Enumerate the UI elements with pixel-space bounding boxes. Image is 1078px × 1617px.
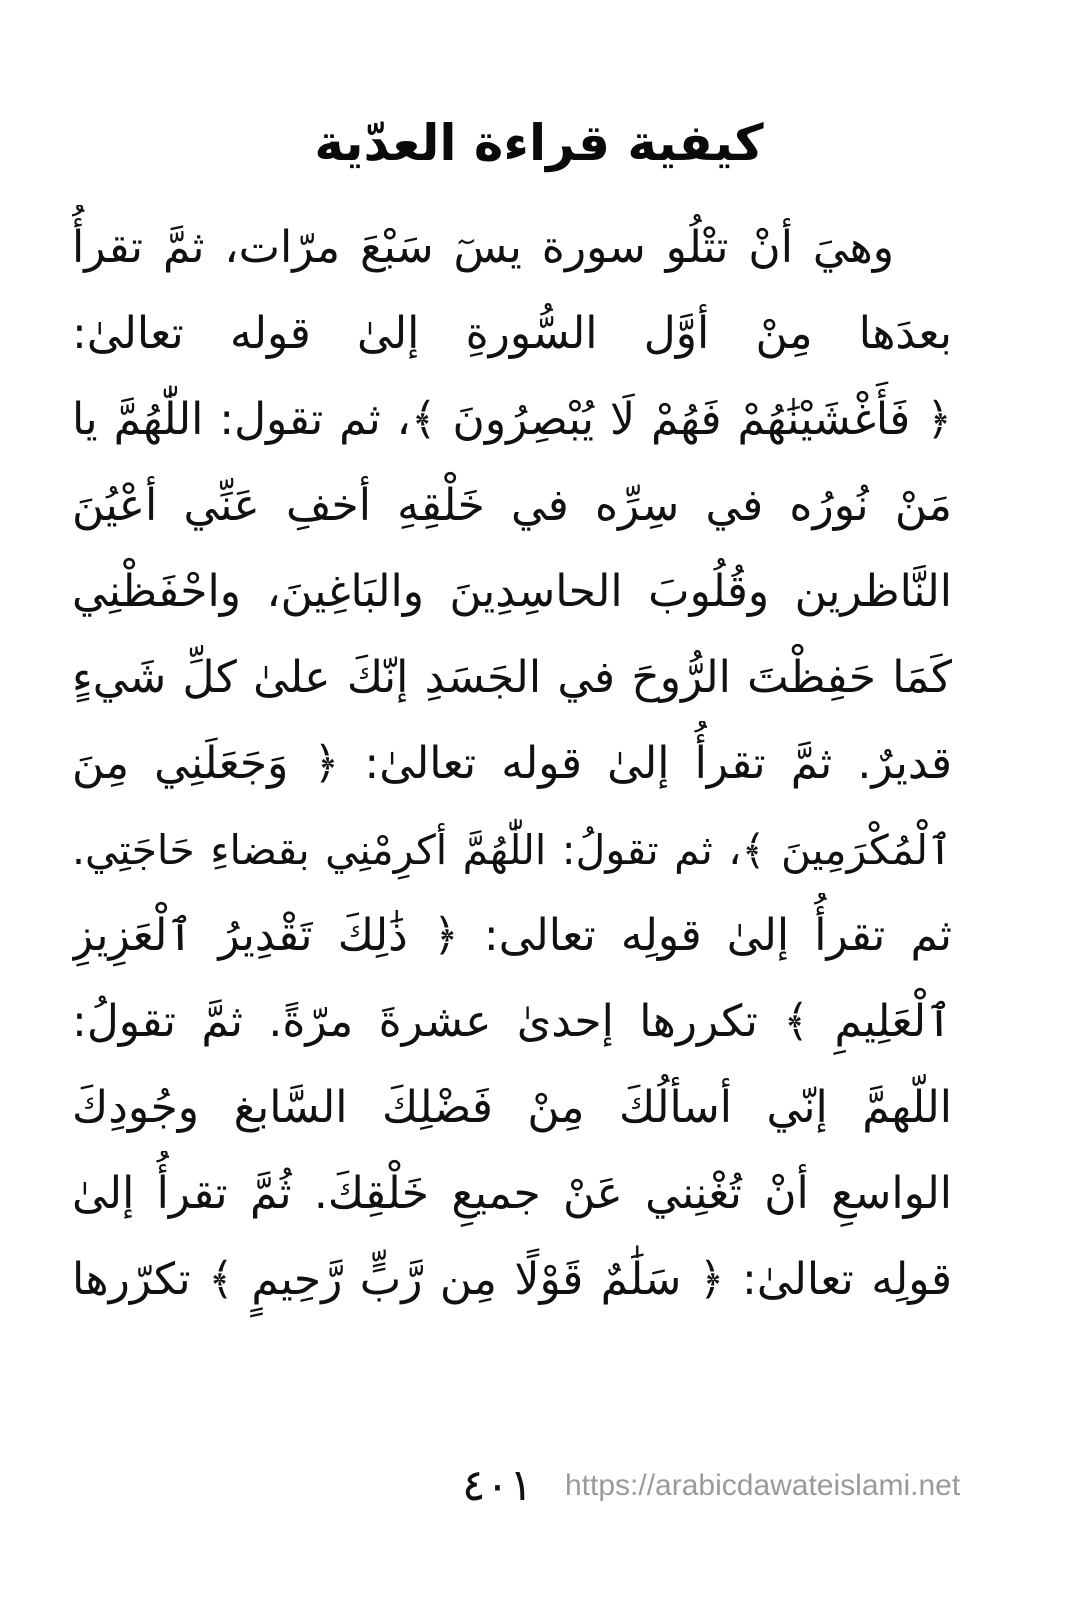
text-line: ٱلْمُكْرَمِينَ ﴾، ثم تقولُ: اللّٰهُمَّ أكرِمْنِي بقضاءِ حَاجَتِي. (72, 826, 952, 874)
text-line: كَمَا حَفِظْتَ الرُّوحَ في الجَسَدِ إنّكَ علىٰ كلِّ شَيءٍ (72, 652, 952, 703)
page-title: كيفية قراءة العدّية (314, 114, 764, 172)
source-url-watermark: https://arabicdawateislami.net (565, 1469, 961, 1502)
text-line: وهيَ أنْ تتْلُو سورة يسٓ سَبْعَ مرّات، ثمَّ تقرأُ (72, 222, 894, 273)
text-line: ﴿ فَأَغْشَيْنَٰهُمْ فَهُمْ لَا يُبْصِرُونَ ﴾، ثم تقول: اللّٰهُمَّ يا (72, 394, 952, 445)
text-line: ٱلْعَلِيمِ ﴾ تكررها إحدىٰ عشرةَ مرّةً. ثمَّ تقولُ: (72, 996, 952, 1047)
text-line: اللّهمَّ إنّي أسألُكَ مِنْ فَضْلِكَ السَّابغ وجُودِكَ (72, 1082, 952, 1133)
body-text (72, 205, 952, 1323)
page-footer (0, 1458, 1078, 1514)
text-line: مَنْ نُورُه في سِرِّه في خَلْقِهِ أخفِ عَنِّي أعْيُنَ (72, 480, 952, 531)
text-line: قولِه تعالىٰ: ﴿ سَلَٰمٌ قَوْلًا مِن رَّبٍّ رَّحِيمٍ ﴾ تكرّرها (72, 1254, 952, 1305)
page-number: ٤٠١ (462, 1460, 533, 1511)
text-line: الواسعِ أنْ تُغْنِني عَنْ جميعِ خَلْقِكَ. ثُمَّ تقرأُ إلىٰ (72, 1168, 952, 1219)
text-line: ثم تقرأُ إلىٰ قولِه تعالى: ﴿ ذَٰلِكَ تَقْدِيرُ ٱلْعَزِيزِ (72, 910, 952, 961)
text-line: النَّاظرين وقُلُوبَ الحاسِدِينَ والبَاغِينَ، واحْفَظْنِي (72, 566, 952, 617)
text-line: قديرٌ. ثمَّ تقرأُ إلىٰ قوله تعالىٰ: ﴿ وَجَعَلَنِي مِنَ (72, 738, 952, 789)
text-line: بعدَها مِنْ أوَّل السُّورةِ إلىٰ قوله تعالىٰ: (72, 308, 952, 359)
